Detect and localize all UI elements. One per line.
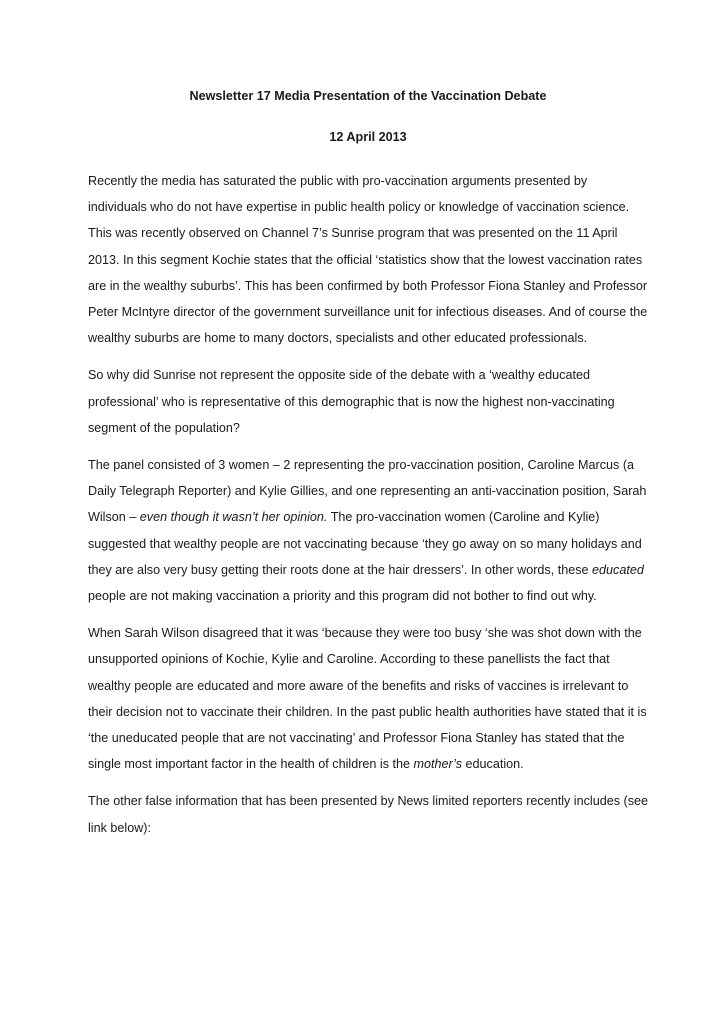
document-date: 12 April 2013: [329, 130, 407, 144]
paragraph-4: [88, 620, 648, 777]
document-title: Newsletter 17 Media Presentation of the Vaccination Debate: [189, 89, 547, 103]
document-page: [88, 86, 648, 841]
paragraph-2: So why did Sunrise not represent the opposite side of the debate with a ‘wealthy educated professional’ who is representative of this demographic that is now the highest non-vaccinating segment of the population?: [88, 368, 615, 435]
paragraph-4-italic: mother’s: [413, 757, 463, 772]
paragraph-4-text-a: When Sarah Wilson disagreed that it was ‘because they were too busy ‘she was shot down with the unsupported opinions of Kochie, Kylie and Caroline. According to these panellists the fact that wealthy people are educated and more aware of the benefits and risks of vaccines is irrelevant to their decision not to vaccinate their children. In the past public health authorities have stated that it is ‘the uneducated people that are not vaccinating’ and Professor Fiona Stanley has stated that the single most important factor in the health of children is the: [88, 626, 647, 772]
paragraph-4-text-b: education.: [462, 757, 524, 772]
paragraph-3-text-c: people are not making vaccination a priority and this program did not bother to find out why.: [88, 589, 597, 604]
paragraph-3-text-b: The pro-vaccination women (Caroline and Kylie) suggested that wealthy people are not vaccinating because ‘they go away on so many holidays and they are also very busy getting their roots done at the hair dressers’. In other words, these: [88, 510, 642, 577]
paragraph-3-text-a: The panel consisted of 3 women – 2 representing the pro-vaccination position, Caroline Marcus (a Daily Telegraph Reporter) and Kylie Gillies, and one representing an anti-vaccination position, Sarah Wilson –: [88, 458, 647, 525]
paragraph-1: Recently the media has saturated the public with pro-vaccination arguments presented by individuals who do not have expertise in public health policy or knowledge of vaccination science. This was recently observed on Channel 7’s Sunrise program that was presented on the 11 April 2013. In this segment Kochie states that the official ‘statistics show that the lowest vaccination rates are in the wealthy suburbs’. This has been confirmed by both Professor Fiona Stanley and Professor Peter McIntyre director of the government surveillance unit for infectious diseases. And of course the wealthy suburbs are home to many doctors, specialists and other educated professionals.: [88, 174, 648, 346]
paragraph-3: [88, 452, 648, 609]
paragraph-3-italic-a: even though it wasn’t her opinion.: [139, 510, 328, 525]
paragraph-3-italic-b: educated: [592, 562, 644, 577]
paragraph-5: The other false information that has been presented by News limited reporters recently includes (see link below):: [88, 794, 649, 835]
